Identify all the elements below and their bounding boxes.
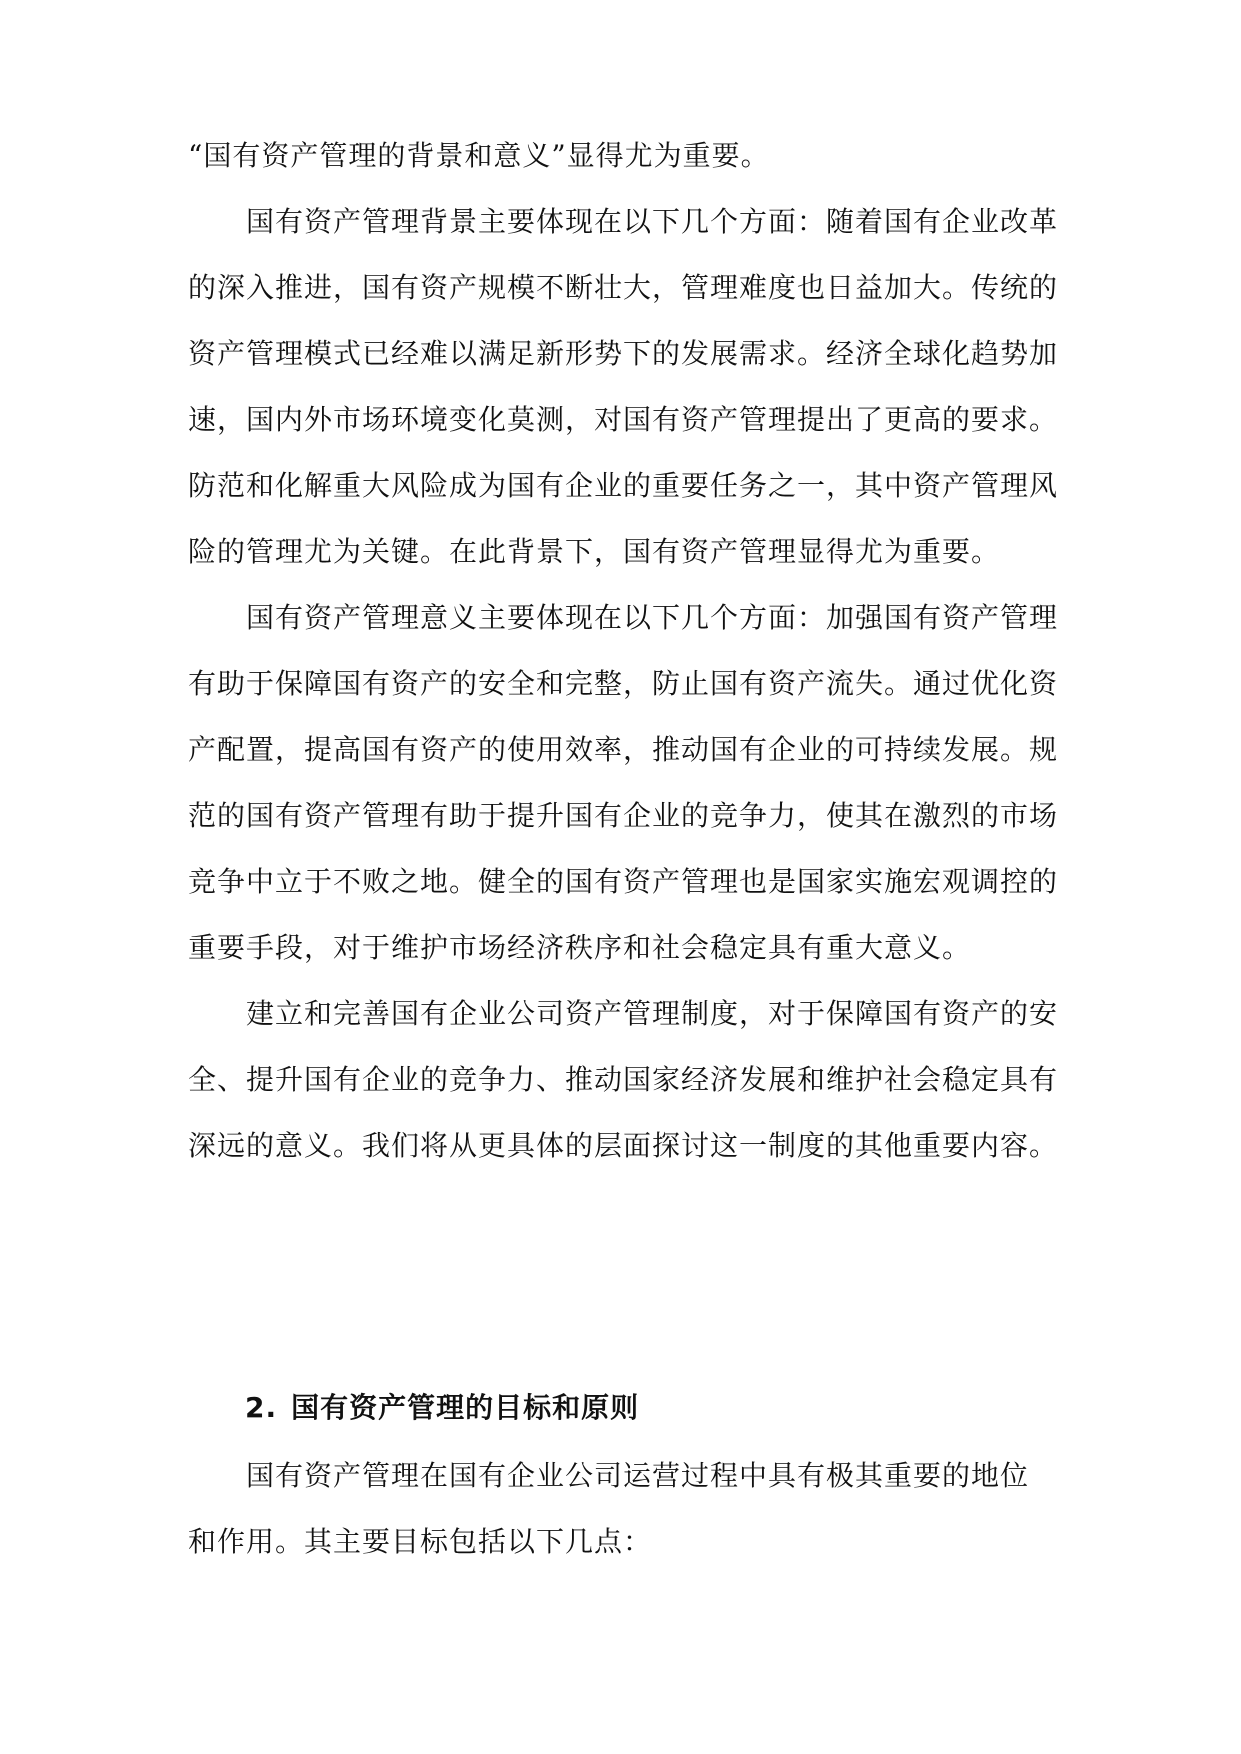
paragraph-line: 竞争中立于不败之地。健全的国有资产管理也是国家实施宏观调控的	[188, 865, 1059, 898]
paragraph-line: 产配置，提高国有资产的使用效率，推动国有企业的可持续发展。规	[188, 733, 1059, 766]
paragraph-line: 有助于保障国有资产的安全和完整，防止国有资产流失。通过优化资	[188, 667, 1059, 700]
paragraph-line: 建立和完善国有企业公司资产管理制度，对于保障国有资产的安	[246, 997, 1059, 1030]
paragraph-line: 国有资产管理背景主要体现在以下几个方面：随着国有企业改革	[246, 205, 1059, 238]
paragraph-line: 国有资产管理在国有企业公司运营过程中具有极其重要的地位	[246, 1459, 1030, 1492]
paragraph-line: 资产管理模式已经难以满足新形势下的发展需求。经济全球化趋势加	[188, 337, 1059, 370]
paragraph-line: 速，国内外市场环境变化莫测，对国有资产管理提出了更高的要求。	[188, 403, 1059, 436]
paragraph-line: 重要手段，对于维护市场经济秩序和社会稳定具有重大意义。	[188, 931, 972, 964]
paragraph-line: 的深入推进，国有资产规模不断壮大，管理难度也日益加大。传统的	[188, 271, 1059, 304]
paragraph-line: 和作用。其主要目标包括以下几点：	[188, 1525, 653, 1558]
section-heading	[245, 1388, 639, 1428]
section-number: 2.	[245, 1391, 278, 1424]
paragraph-line: 险的管理尤为关键。在此背景下，国有资产管理显得尤为重要。	[188, 535, 1001, 568]
paragraph-line: 防范和化解重大风险成为国有企业的重要任务之一，其中资产管理风	[188, 469, 1059, 502]
paragraph-line: 深远的意义。我们将从更具体的层面探讨这一制度的其他重要内容。	[188, 1129, 1059, 1162]
paragraph-line: 范的国有资产管理有助于提升国有企业的竞争力，使其在激烈的市场	[188, 799, 1059, 832]
paragraph-line: “国有资产管理的背景和意义”显得尤为重要。	[188, 139, 770, 172]
paragraph-line: 国有资产管理意义主要体现在以下几个方面：加强国有资产管理	[246, 601, 1059, 634]
section-title: 国有资产管理的目标和原则	[291, 1391, 640, 1424]
paragraph-line: 全、提升国有企业的竞争力、推动国家经济发展和维护社会稳定具有	[188, 1063, 1059, 1096]
